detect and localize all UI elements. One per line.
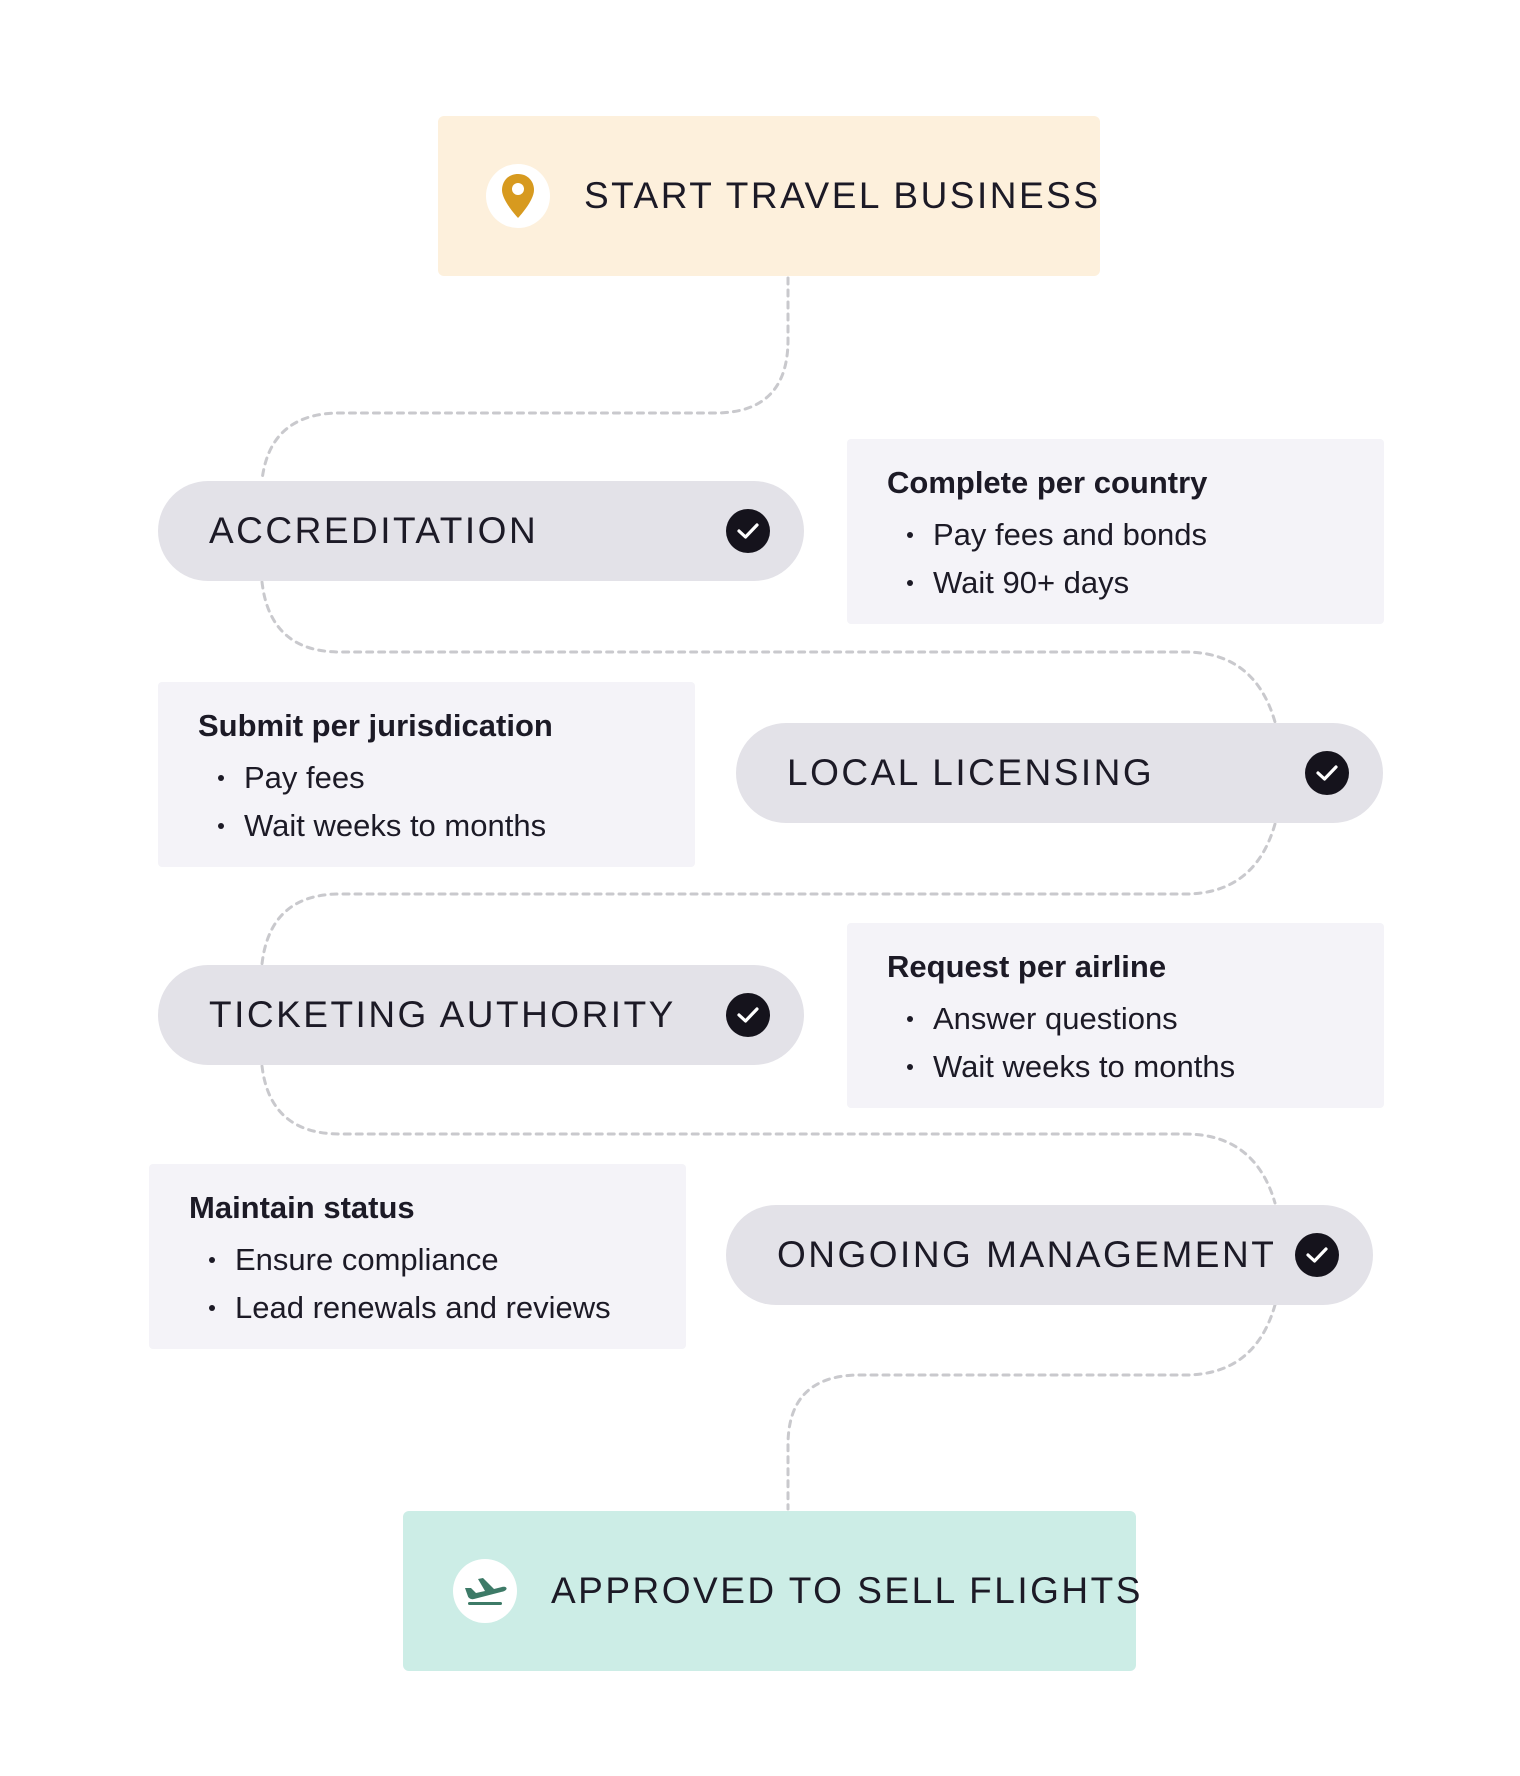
check-circle-icon bbox=[726, 509, 770, 553]
end-label: APPROVED TO SELL FLIGHTS bbox=[551, 1570, 1143, 1611]
list-item bbox=[198, 754, 655, 802]
info-list bbox=[887, 995, 1344, 1091]
bullet-icon bbox=[209, 1257, 215, 1263]
bullet-icon bbox=[209, 1305, 215, 1311]
list-item-text: Pay fees bbox=[244, 760, 365, 795]
info-card-ongoing-management bbox=[149, 1164, 686, 1349]
info-card-ticketing-authority bbox=[847, 923, 1384, 1108]
bullet-icon bbox=[907, 1064, 913, 1070]
info-list bbox=[198, 754, 655, 850]
info-title: Complete per country bbox=[887, 465, 1208, 500]
step-ticketing-authority bbox=[158, 965, 804, 1065]
step-local-licensing bbox=[736, 723, 1383, 823]
bullet-icon bbox=[218, 823, 224, 829]
airplane-takeoff-icon bbox=[453, 1559, 517, 1623]
step-label: LOCAL LICENSING bbox=[787, 752, 1155, 793]
list-item bbox=[189, 1236, 646, 1284]
bullet-icon bbox=[907, 580, 913, 586]
step-ongoing-management bbox=[726, 1205, 1373, 1305]
info-card-accreditation bbox=[847, 439, 1384, 624]
step-accreditation bbox=[158, 481, 804, 581]
list-item-text: Ensure compliance bbox=[235, 1242, 499, 1277]
info-title: Submit per jurisdication bbox=[198, 708, 553, 743]
info-title: Maintain status bbox=[189, 1190, 415, 1225]
list-item-text: Answer questions bbox=[933, 1001, 1178, 1036]
list-item bbox=[189, 1284, 646, 1332]
list-item-text: Wait weeks to months bbox=[244, 808, 547, 843]
list-item bbox=[887, 559, 1344, 607]
list-item-text: Wait weeks to months bbox=[933, 1049, 1236, 1084]
end-node bbox=[403, 1511, 1143, 1671]
list-item-text: Wait 90+ days bbox=[933, 565, 1130, 600]
bullet-icon bbox=[907, 532, 913, 538]
list-item bbox=[887, 1043, 1344, 1091]
list-item-text: Lead renewals and reviews bbox=[235, 1290, 611, 1325]
bullet-icon bbox=[218, 775, 224, 781]
list-item bbox=[887, 995, 1344, 1043]
step-label: ONGOING MANAGEMENT bbox=[777, 1234, 1277, 1275]
info-list bbox=[887, 511, 1344, 607]
info-card-local-licensing bbox=[158, 682, 695, 867]
map-pin-icon bbox=[486, 164, 550, 228]
list-item bbox=[887, 511, 1344, 559]
step-label: TICKETING AUTHORITY bbox=[209, 994, 676, 1035]
start-node bbox=[438, 116, 1100, 276]
start-label: START TRAVEL BUSINESS bbox=[584, 175, 1101, 216]
list-item-text: Pay fees and bonds bbox=[933, 517, 1208, 552]
list-item bbox=[198, 802, 655, 850]
check-circle-icon bbox=[1295, 1233, 1339, 1277]
step-label: ACCREDITATION bbox=[209, 510, 539, 551]
info-list bbox=[189, 1236, 646, 1332]
check-circle-icon bbox=[1305, 751, 1349, 795]
bullet-icon bbox=[907, 1016, 913, 1022]
info-title: Request per airline bbox=[887, 949, 1167, 984]
check-circle-icon bbox=[726, 993, 770, 1037]
